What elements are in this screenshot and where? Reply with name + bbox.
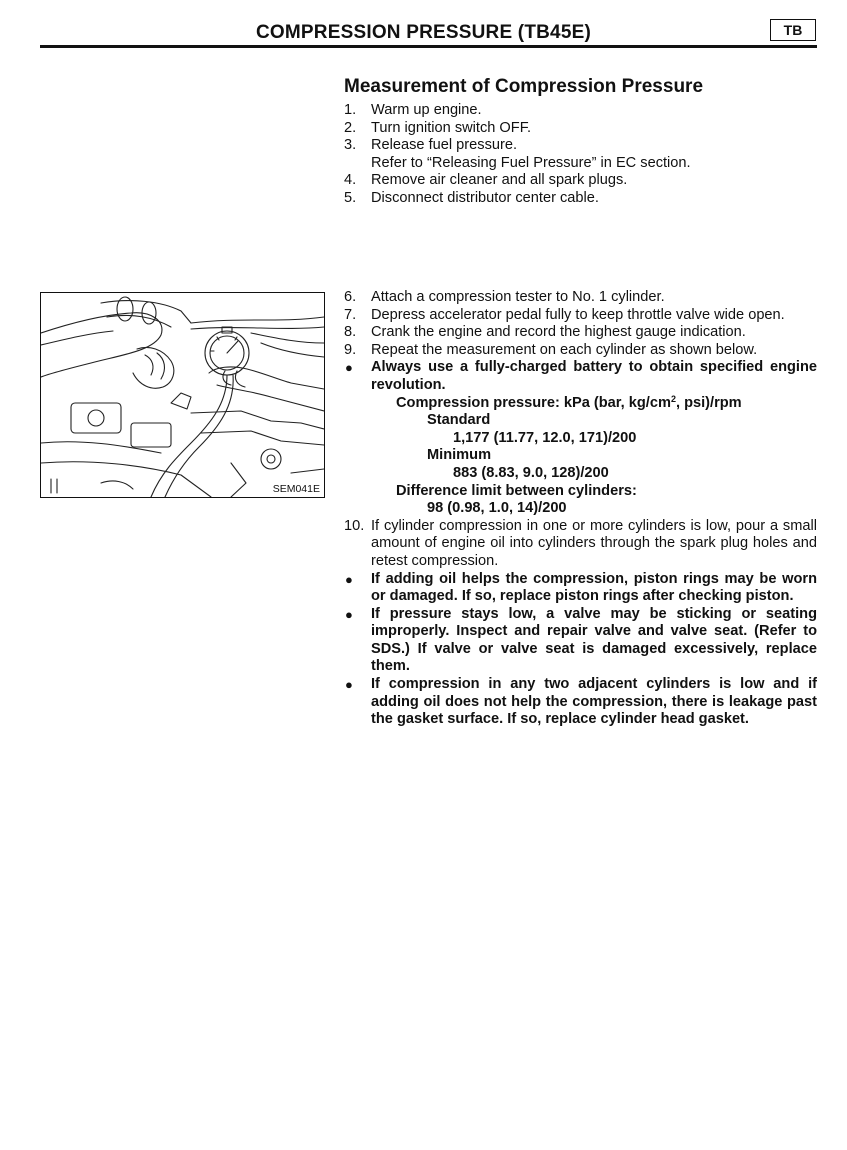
step-text: Turn ignition switch OFF. [371, 119, 532, 136]
step-number: 5. [344, 189, 357, 206]
step-item [344, 172, 817, 190]
step-item [344, 120, 817, 138]
step-subtext: Refer to “Releasing Fuel Pressure” in EC section. [371, 154, 691, 171]
step-text: Attach a compression tester to No. 1 cylinder. [371, 289, 665, 305]
spec-difference-label: Difference limit between cylinders: [396, 482, 637, 499]
step-number: 10. [344, 517, 365, 534]
step-number: 8. [344, 324, 357, 341]
step-text: Disconnect distributor center cable. [371, 189, 599, 206]
step-number: 7. [344, 306, 357, 323]
step-item [344, 289, 817, 307]
step-text: Remove air cleaner and all spark plugs. [371, 172, 628, 189]
spec-difference-value: 98 (0.98, 1.0, 14)/200 [427, 500, 567, 517]
bullet-text: If pressure stays low, a valve may be sticking or seating improperly. Inspect and repair valve and valve seat. (Refer to SDS.) If valve or valve seat is damaged excessively, replace them. [371, 605, 817, 675]
figure-code-label: SEM041E [272, 483, 320, 495]
bullet-icon: ● [345, 677, 353, 693]
step-number: 9. [344, 341, 357, 358]
bullet-note [344, 571, 817, 606]
spec-standard-label: Standard [427, 412, 491, 429]
step-item [344, 137, 817, 172]
steps-list-a [344, 102, 817, 208]
spec-label: Compression pressure: kPa (bar, $kg/cm^2$, psi)/rpm [396, 393, 742, 411]
section-tab-badge: TB [770, 19, 816, 41]
section-heading: Measurement of Compression Pressure [344, 76, 704, 97]
bullet-note [344, 676, 817, 729]
step-item [344, 518, 817, 571]
step-text: Release fuel pressure. [371, 137, 518, 154]
step-number: 3. [344, 137, 357, 154]
bullet-text: If adding oil helps the compression, piston rings may be worn or damaged. If so, replace piston rings after checking piston. [371, 570, 817, 605]
step-number: 6. [344, 289, 357, 305]
compression-tester-illustration-icon [41, 293, 324, 497]
bullet-text: If compression in any two adjacent cylinders is low and if adding oil does not help the compression, there is leakage past the gasket surface. If so, replace cylinder head gasket. [371, 676, 817, 728]
bullet-icon: ● [345, 360, 353, 376]
steps-list-b [344, 289, 817, 729]
bullet-icon: ● [345, 571, 353, 587]
step-number: 4. [344, 172, 357, 189]
spec-minimum-label: Minimum [427, 447, 492, 464]
page-title: COMPRESSION PRESSURE (TB45E) [256, 22, 591, 43]
step-number: 2. [344, 119, 357, 136]
step-item [344, 324, 817, 342]
spec-standard-value: 1,177 (11.77, 12.0, 171)/200 [453, 429, 637, 446]
step-item [344, 190, 817, 208]
spec-minimum-value: 883 (8.83, 9.0, 128)/200 [453, 464, 609, 481]
header-divider [40, 45, 817, 48]
compression-tester-figure [40, 292, 325, 498]
step-text: Warm up engine. [371, 102, 482, 118]
step-text: Depress accelerator pedal fully to keep throttle valve wide open. [371, 306, 785, 323]
bullet-note [344, 359, 817, 394]
step-text: If cylinder compression in one or more cylinders is low, pour a small amount of engine oil into cylinders through the spark plug holes and retest compression. [371, 517, 817, 569]
bullet-note [344, 606, 817, 676]
step-text: Repeat the measurement on each cylinder as shown below. [371, 341, 758, 358]
step-item [344, 342, 817, 360]
bullet-icon: ● [345, 606, 353, 622]
step-item [344, 307, 817, 325]
step-text: Crank the engine and record the highest gauge indication. [371, 324, 746, 341]
step-number: 1. [344, 102, 357, 118]
bullet-text: Always use a fully-charged battery to obtain specified engine revolution. [371, 359, 817, 393]
step-item [344, 102, 817, 120]
